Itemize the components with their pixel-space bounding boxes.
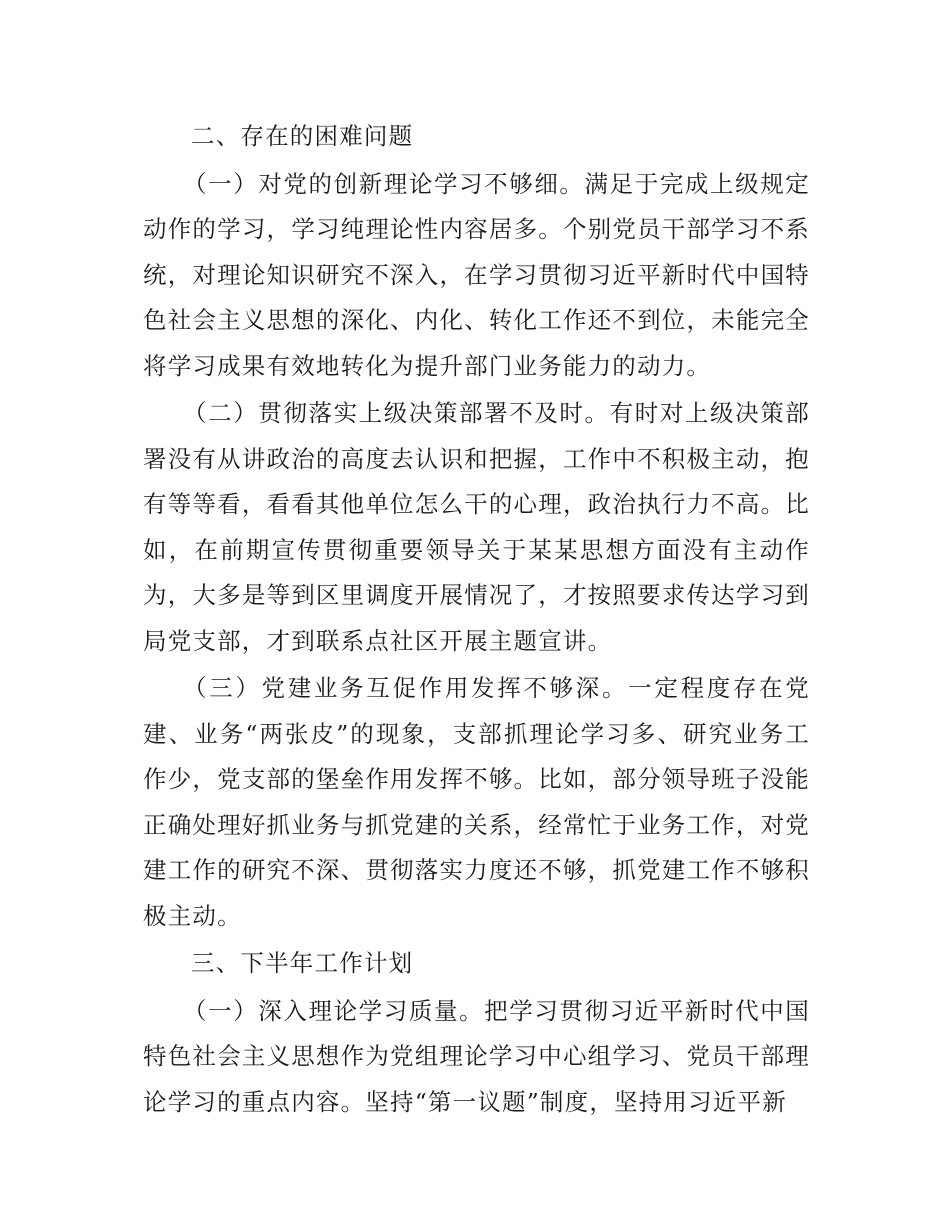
document-body [143,114,810,1127]
paragraph-implementation: （二）贯彻落实上级决策部署不及时。有时对上级决策部署没有从讲政治的高度去认识和把握，工作中不积极主动，抱有等等看，看看其他单位怎么干的心理，政治执行力不高。比如，在前期宣传贯彻重要领导关于某某思想方面没有主动作为，大多是等到区里调度开展情况了，才按照要求传达学习到局党支部，才到联系点社区开展主题宣讲。 [143,399,810,655]
paragraph-party-building: （三）党建业务互促作用发挥不够深。一定程度存在党建、业务“两张皮”的现象，支部抓理论学习多、研究业务工作少，党支部的堡垒作用发挥不够。比如，部分领导班子没能正确处理好抓业务与抓党建的关系，经常忙于业务工作，对党建工作的研究不深、贯彻落实力度还不够，抓党建工作不够积极主动。 [143,674,810,930]
paragraph-theory-study: （一）对党的创新理论学习不够细。满足于完成上级规定动作的学习，学习纯理论性内容居多。个别党员干部学习不系统，对理论知识研究不深入，在学习贯彻习近平新时代中国特色社会主义思想的深化、内化、转化工作还不到位，未能完全将学习成果有效地转化为提升部门业务能力的动力。 [143,169,810,380]
section-heading-difficulties: 二、存在的困难问题 [191,122,414,150]
section-heading-plan: 三、下半年工作计划 [191,949,414,977]
paragraph-theory-quality: （一）深入理论学习质量。把学习贯彻习近平新时代中国特色社会主义思想作为党组理论学习中心组学习、党员干部理论学习的重点内容。坚持“第一议题”制度，坚持用习近平新 [143,996,810,1116]
